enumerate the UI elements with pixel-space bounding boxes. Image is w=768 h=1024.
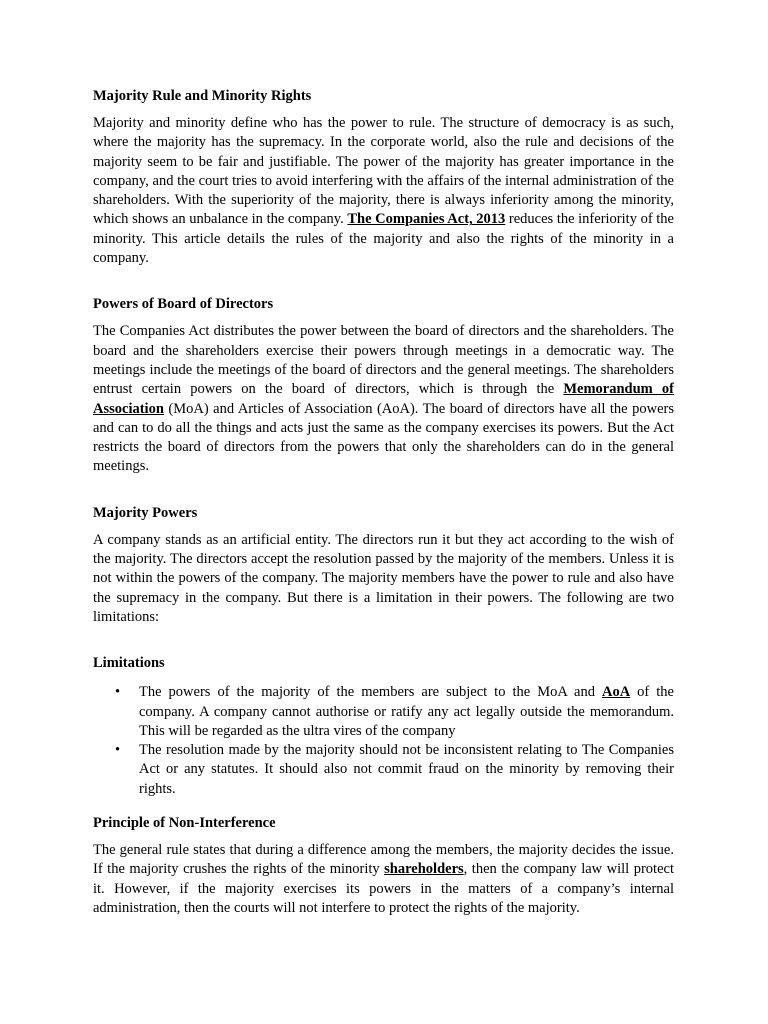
text-span: The Companies Act distributes the power between the board of directors and the shareholders. The board and the shareholders exercise their powers through meetings in a democratic way. The meetings include the meetings of the board of directors and the general meetings. The shareholders entrust certain powers on the board of directors, which is through the <box>93 323 674 398</box>
section-majority-rule <box>93 86 674 268</box>
section-board-powers <box>93 294 674 476</box>
memorandum-link[interactable]: Memorandum of Association <box>93 381 674 417</box>
text-span: The powers of the majority of the members are subject to the MoA and <box>139 684 602 701</box>
document-page <box>93 86 674 944</box>
paragraph-non-interference <box>93 841 674 918</box>
heading-board-powers: Powers of Board of Directors <box>93 296 274 313</box>
section-non-interference <box>93 813 674 918</box>
text-span: Majority and minority define who has the power to rule. The structure of democracy is as such, where the majority has the supremacy. In the corporate world, also the rule and decisions of the majority seem to be fair and justifiable. The power of the majority has greater importance in the company, and the court tries to avoid interfering with the affairs of the internal administration of the shareholders. With the superiority of the majority, there is always inferiority among the minority, which shows an unbalance in the company. <box>93 115 674 228</box>
list-item <box>115 683 674 741</box>
limitations-list <box>93 683 674 799</box>
aoa-link[interactable]: AoA <box>601 684 631 701</box>
heading-majority-rule: Majority Rule and Minority Rights <box>93 88 312 104</box>
section-majority-powers <box>93 503 674 627</box>
text-span: reduces the inferiority of the minority. This article details the rules of the majority and also the rights of the minority in a company. <box>93 211 674 267</box>
text-span: , then the company law will protect it. However, if the majority exercises its powers in the matters of a company’s internal administration, then the courts will not interfere to protect the rights of the majority. <box>93 861 674 916</box>
bullet-icon: • <box>115 742 121 759</box>
list-item <box>115 741 674 799</box>
bullet-icon: • <box>115 684 121 701</box>
paragraph-board-powers <box>93 322 674 476</box>
text-span: of the company. A company cannot authorise or ratify any act legally outside the memorandum. This will be regarded as the ultra vires of the company <box>139 684 674 739</box>
paragraph-majority-rule <box>93 114 674 268</box>
paragraph-majority-powers: A company stands as an artificial entity. The directors run it but they act according to the wish of the majority. The directors accept the resolution passed by the majority of the members. Unless it is not within the powers of the company. The majority members have the power to rule and also have the supremacy in the company. But there is a limitation in their powers. The following are two limitations: <box>93 531 674 625</box>
shareholders-link[interactable]: shareholders <box>384 861 464 878</box>
heading-non-interference: Principle of Non-Interference <box>93 815 276 832</box>
text-span: The resolution made by the majority should not be inconsistent relating to The Companies Act or any statutes. It should also not commit fraud on the minority by removing their rights. <box>139 742 674 797</box>
section-limitations <box>93 653 674 799</box>
companies-act-link[interactable]: The Companies Act, 2013 <box>347 211 506 228</box>
text-span: (MoA) and Articles of Association (AoA). The board of directors have all the powers and can to do all the things and acts just the same as the company exercises its powers. But the Act restricts the board of directors from the powers that only the shareholders can do in the general meetings. <box>93 400 674 475</box>
heading-limitations: Limitations <box>93 655 165 672</box>
text-span: The general rule states that during a difference among the members, the majority decides the issue. If the majority crushes the rights of the minority <box>93 842 674 878</box>
heading-majority-powers: Majority Powers <box>93 504 198 521</box>
